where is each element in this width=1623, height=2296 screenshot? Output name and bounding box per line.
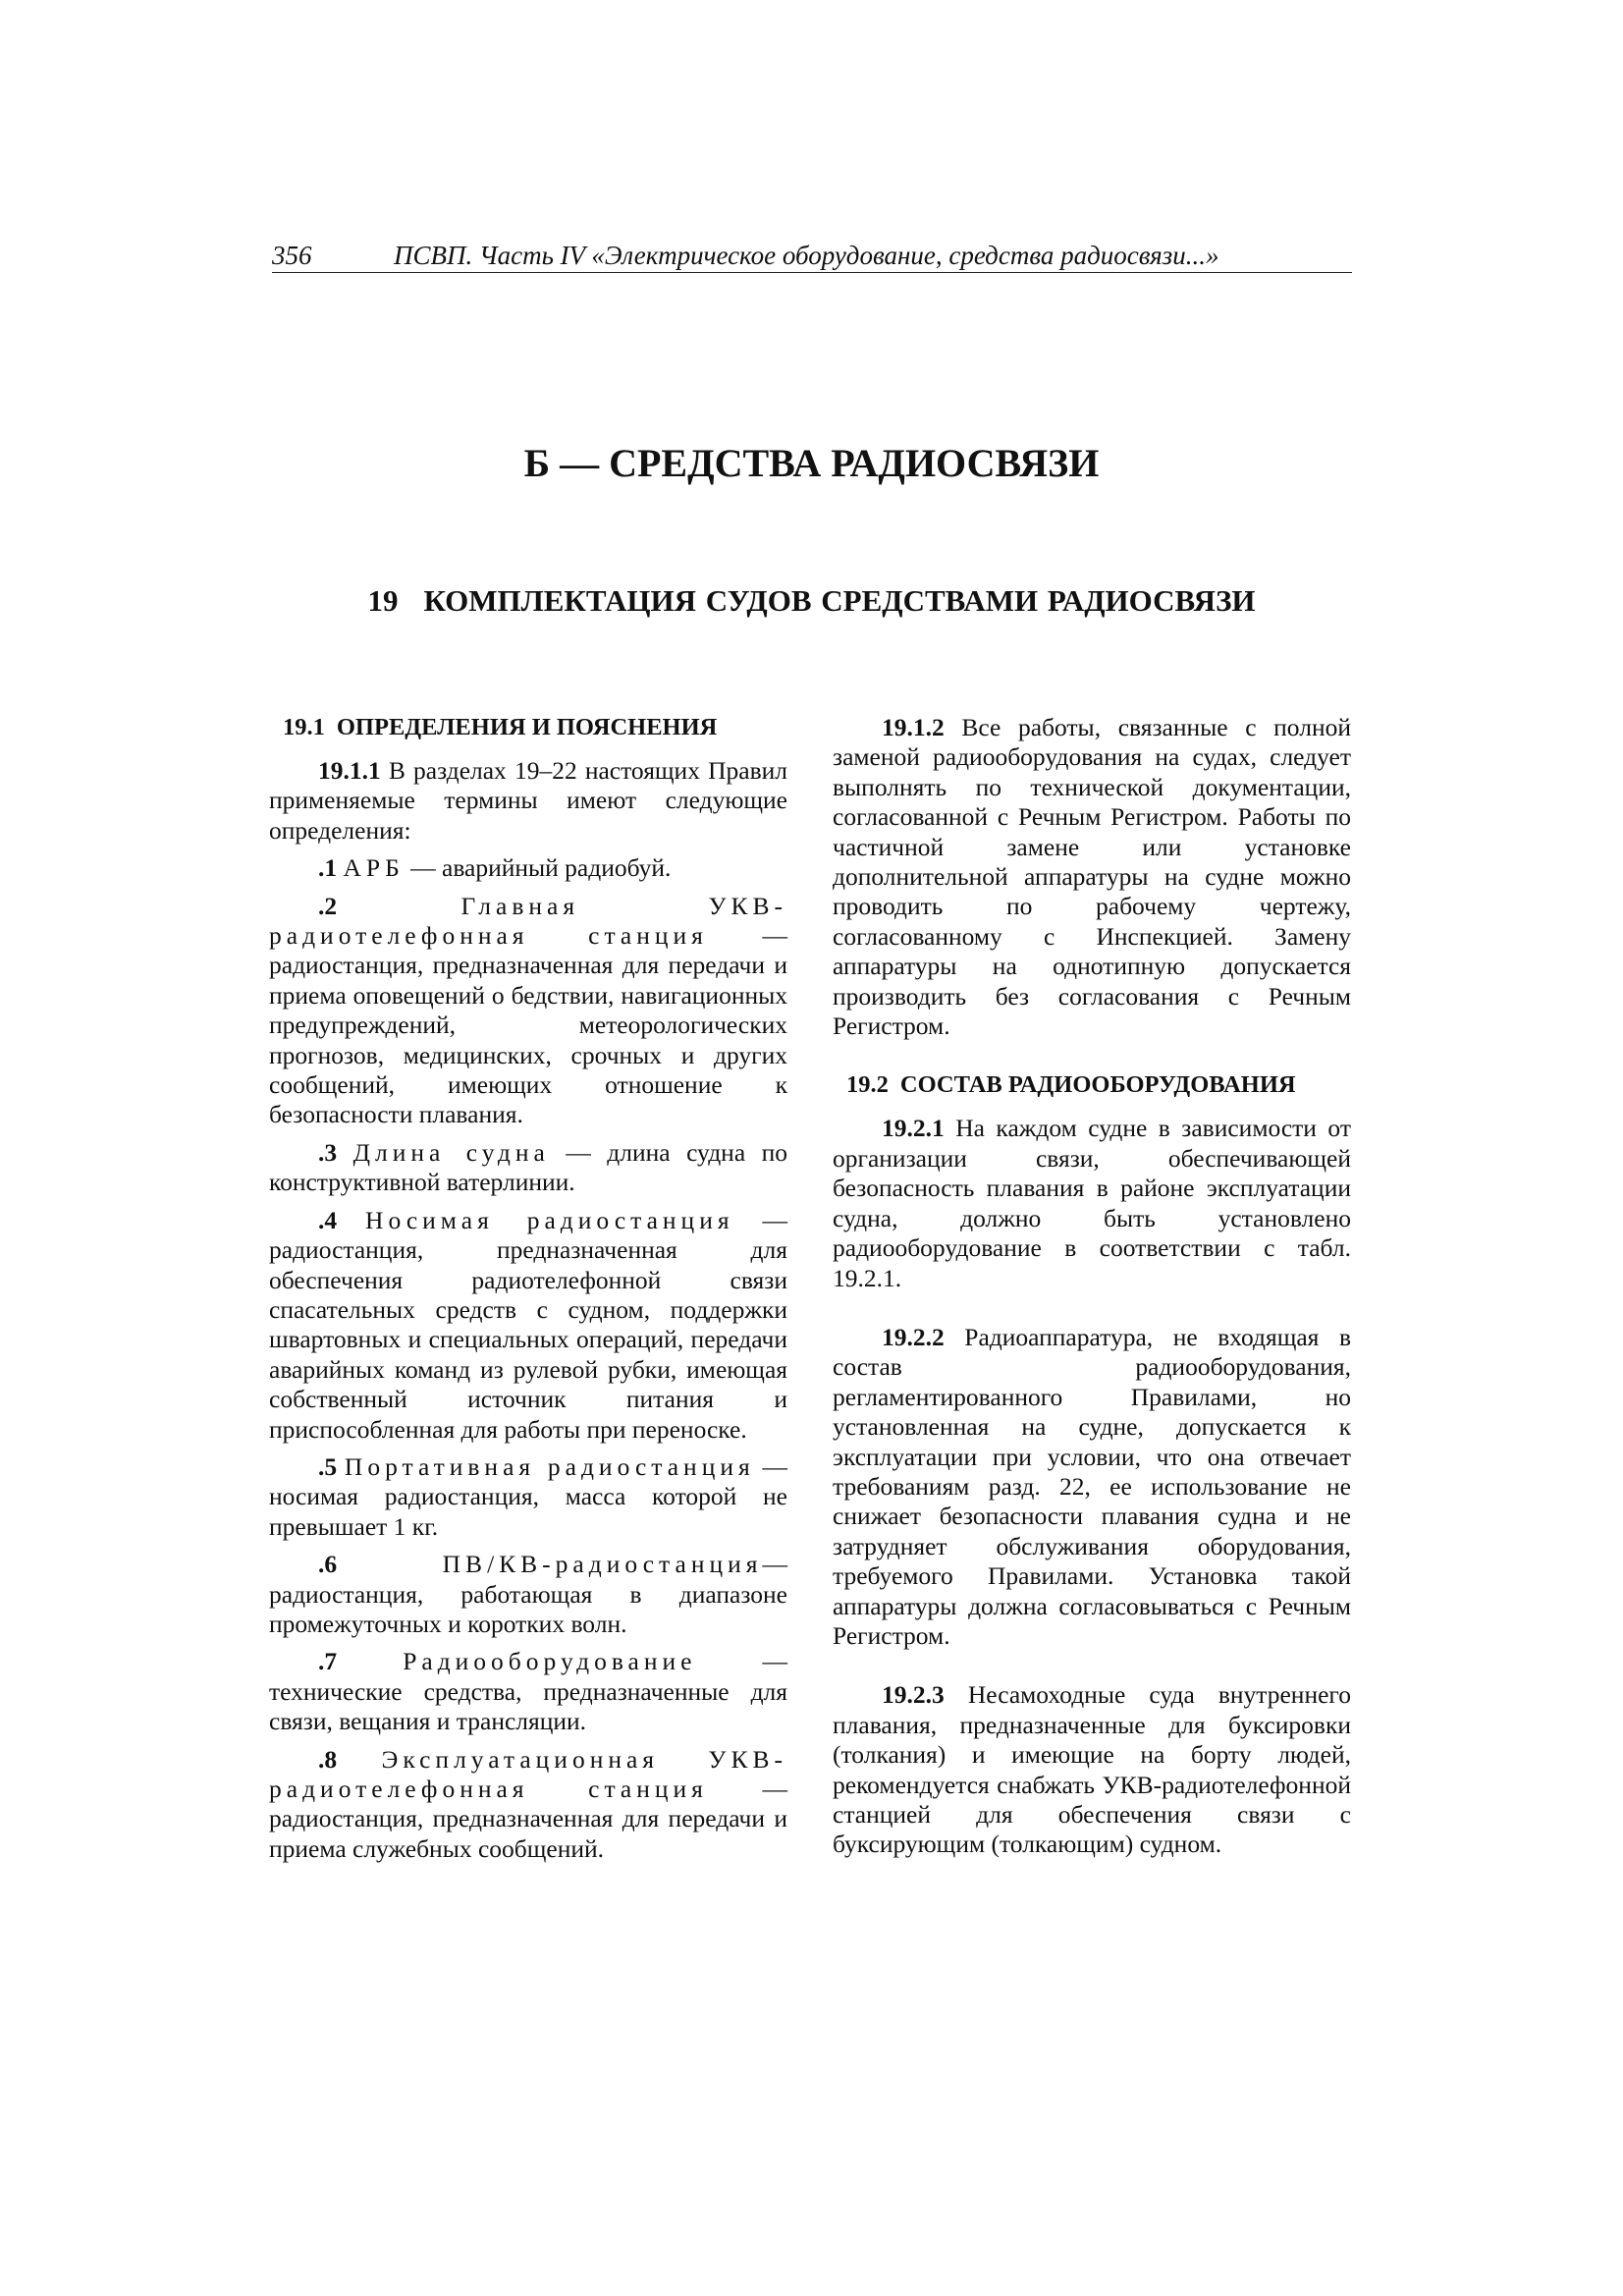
definition-item bbox=[269, 853, 787, 883]
paragraph-19-2-1 bbox=[833, 1114, 1351, 1292]
definition-number: .8 bbox=[318, 1744, 338, 1774]
definition-term: АРБ bbox=[343, 853, 405, 883]
definition-text: — радиостанция, работающая в диапазоне промежуточных и коротких волн. bbox=[269, 1550, 787, 1638]
paragraph-19-1-2 bbox=[833, 713, 1351, 1041]
definition-term: Радиооборудование bbox=[403, 1647, 697, 1676]
chapter-title-text: КОМПЛЕКТАЦИЯ СУДОВ СРЕДСТВАМИ РАДИОСВЯЗИ bbox=[423, 583, 1256, 618]
header-rule bbox=[272, 272, 1352, 273]
paragraph-number: 19.1.1 bbox=[318, 756, 381, 785]
definition-term: Портативная радиостанция bbox=[344, 1451, 755, 1481]
definition-number: .5 bbox=[318, 1451, 338, 1481]
definition-term: Длина судна bbox=[352, 1137, 550, 1167]
section-heading-19-1 bbox=[269, 713, 787, 742]
definition-item bbox=[269, 1452, 787, 1542]
paragraph-text: В разделах 19–22 настоящих Правил применяемые термины имеют следующие определения: bbox=[269, 756, 787, 845]
paragraph-number: 19.2.3 bbox=[882, 1680, 945, 1710]
definition-item bbox=[269, 1745, 787, 1865]
definition-item bbox=[269, 1647, 787, 1736]
definition-text: — носимая радиостанция, масса которой не превышает 1 кг. bbox=[269, 1451, 788, 1541]
paragraph-19-2-2 bbox=[833, 1323, 1351, 1651]
definition-number: .7 bbox=[318, 1647, 338, 1676]
right-column bbox=[833, 713, 1351, 1868]
section-number: 19.1 bbox=[283, 714, 325, 740]
paragraph-number: 19.2.2 bbox=[882, 1322, 945, 1351]
definition-number: .3 bbox=[318, 1137, 338, 1167]
definition-number: .4 bbox=[318, 1205, 338, 1234]
definition-term: Главная УКВ-радиотелефонная станция bbox=[269, 891, 788, 951]
definition-term: Эксплуатационная УКВ-радиотелефонная станция bbox=[269, 1744, 787, 1803]
definition-text: — длина судна по конструктивной ватерлинии. bbox=[269, 1137, 787, 1197]
left-column bbox=[269, 713, 787, 1872]
running-header-title: ПСВП. Часть IV «Электрическое оборудование, средства радиосвязи...» bbox=[394, 241, 1219, 270]
paragraph-text: На каждом судне в зависимости от организации связи, обеспечивающей безопасность плавания в районе эксплуатации судна, должно быть установлено радиооборудование в соответствии с табл. 19.2.1. bbox=[833, 1114, 1351, 1292]
section-title: СОСТАВ РАДИООБОРУДОВАНИЯ bbox=[899, 1071, 1296, 1099]
definition-number: .1 bbox=[318, 853, 338, 883]
definition-text: — аварийный радиобуй. bbox=[404, 853, 672, 883]
definition-term: Носимая радиостанция bbox=[365, 1205, 734, 1234]
paragraph-text: Радиоаппаратура, не входящая в состав радиооборудования, регламентированного Правилами, но установленная на судне, допускается к эксплуатации при условии, что она отвечает требованиям разд. 22, ее использование не снижает безопасности плавания судна и не затрудняет обслуживания оборудования, требуемого Правилами. Установка такой аппаратуры должна согласовываться с Речным Регистром. bbox=[833, 1322, 1351, 1650]
paragraph-text: Все работы, связанные с полной заменой радиооборудования на судах, следует выполнять по технической документации, согласованной с Речным Регистром. Работы по частичной замене или установке дополнительной аппаратуры на судне можно проводить по рабочему чертежу, согласованному с Инспекцией. Замену аппаратуры на однотипную допускается производить без согласования с Речным Регистром. bbox=[833, 713, 1351, 1041]
part-title: Б — СРЕДСТВА РАДИОСВЯЗИ bbox=[523, 441, 1100, 485]
paragraph-text: Несамоходные суда внутреннего плавания, предназначенные для буксировки (толкания) и имеющие на борту людей, рекомендуется снабжать УКВ-радиотелефонной станцией для обеспечения связи с буксирующим (толкающим) судном. bbox=[833, 1680, 1351, 1859]
spacer bbox=[833, 1301, 1351, 1323]
paragraph-number: 19.1.2 bbox=[882, 713, 945, 741]
section-heading-19-2 bbox=[833, 1070, 1351, 1100]
definition-number: .6 bbox=[318, 1550, 338, 1579]
paragraph-19-2-3 bbox=[833, 1680, 1351, 1859]
definition-item bbox=[269, 892, 787, 1130]
section-number: 19.2 bbox=[846, 1071, 889, 1099]
definition-text: — радиостанция, предназначенная для передачи и приема оповещений о бедствии, навигационных предупреждений, метеорологических прогнозов, медицинских, срочных и других сообщений, имеющих отношение к безопасности плавания. bbox=[269, 921, 788, 1129]
definition-number: .2 bbox=[318, 891, 338, 920]
definition-text: — технические средства, предназначенные для связи, вещания и трансляции. bbox=[269, 1647, 788, 1736]
spacer bbox=[833, 1659, 1351, 1680]
definition-item bbox=[269, 1550, 787, 1639]
section-title: ОПРЕДЕЛЕНИЯ И ПОЯСНЕНИЯ bbox=[336, 714, 718, 740]
definition-item bbox=[269, 1138, 787, 1198]
paragraph-19-1-1 bbox=[269, 756, 787, 846]
spacer bbox=[833, 1049, 1351, 1070]
definition-text: — радиостанция, предназначенная для передачи и приема служебных сообщений. bbox=[269, 1775, 788, 1863]
definition-item bbox=[269, 1206, 787, 1445]
page-number: 356 bbox=[272, 241, 312, 270]
paragraph-number: 19.2.1 bbox=[882, 1114, 945, 1143]
chapter-title bbox=[0, 581, 1623, 621]
definition-term: ПВ/КВ-радиостанция bbox=[442, 1550, 763, 1579]
chapter-number: 19 bbox=[367, 583, 399, 618]
definition-text: — радиостанция, предназначенная для обеспечения радиотелефонной связи спасательных средств с судном, поддержки швартовных и специальных операций, передачи аварийных команд из рулевой рубки, имеющая собственный источник питания и приспособленная для работы при переноске. bbox=[269, 1205, 787, 1444]
